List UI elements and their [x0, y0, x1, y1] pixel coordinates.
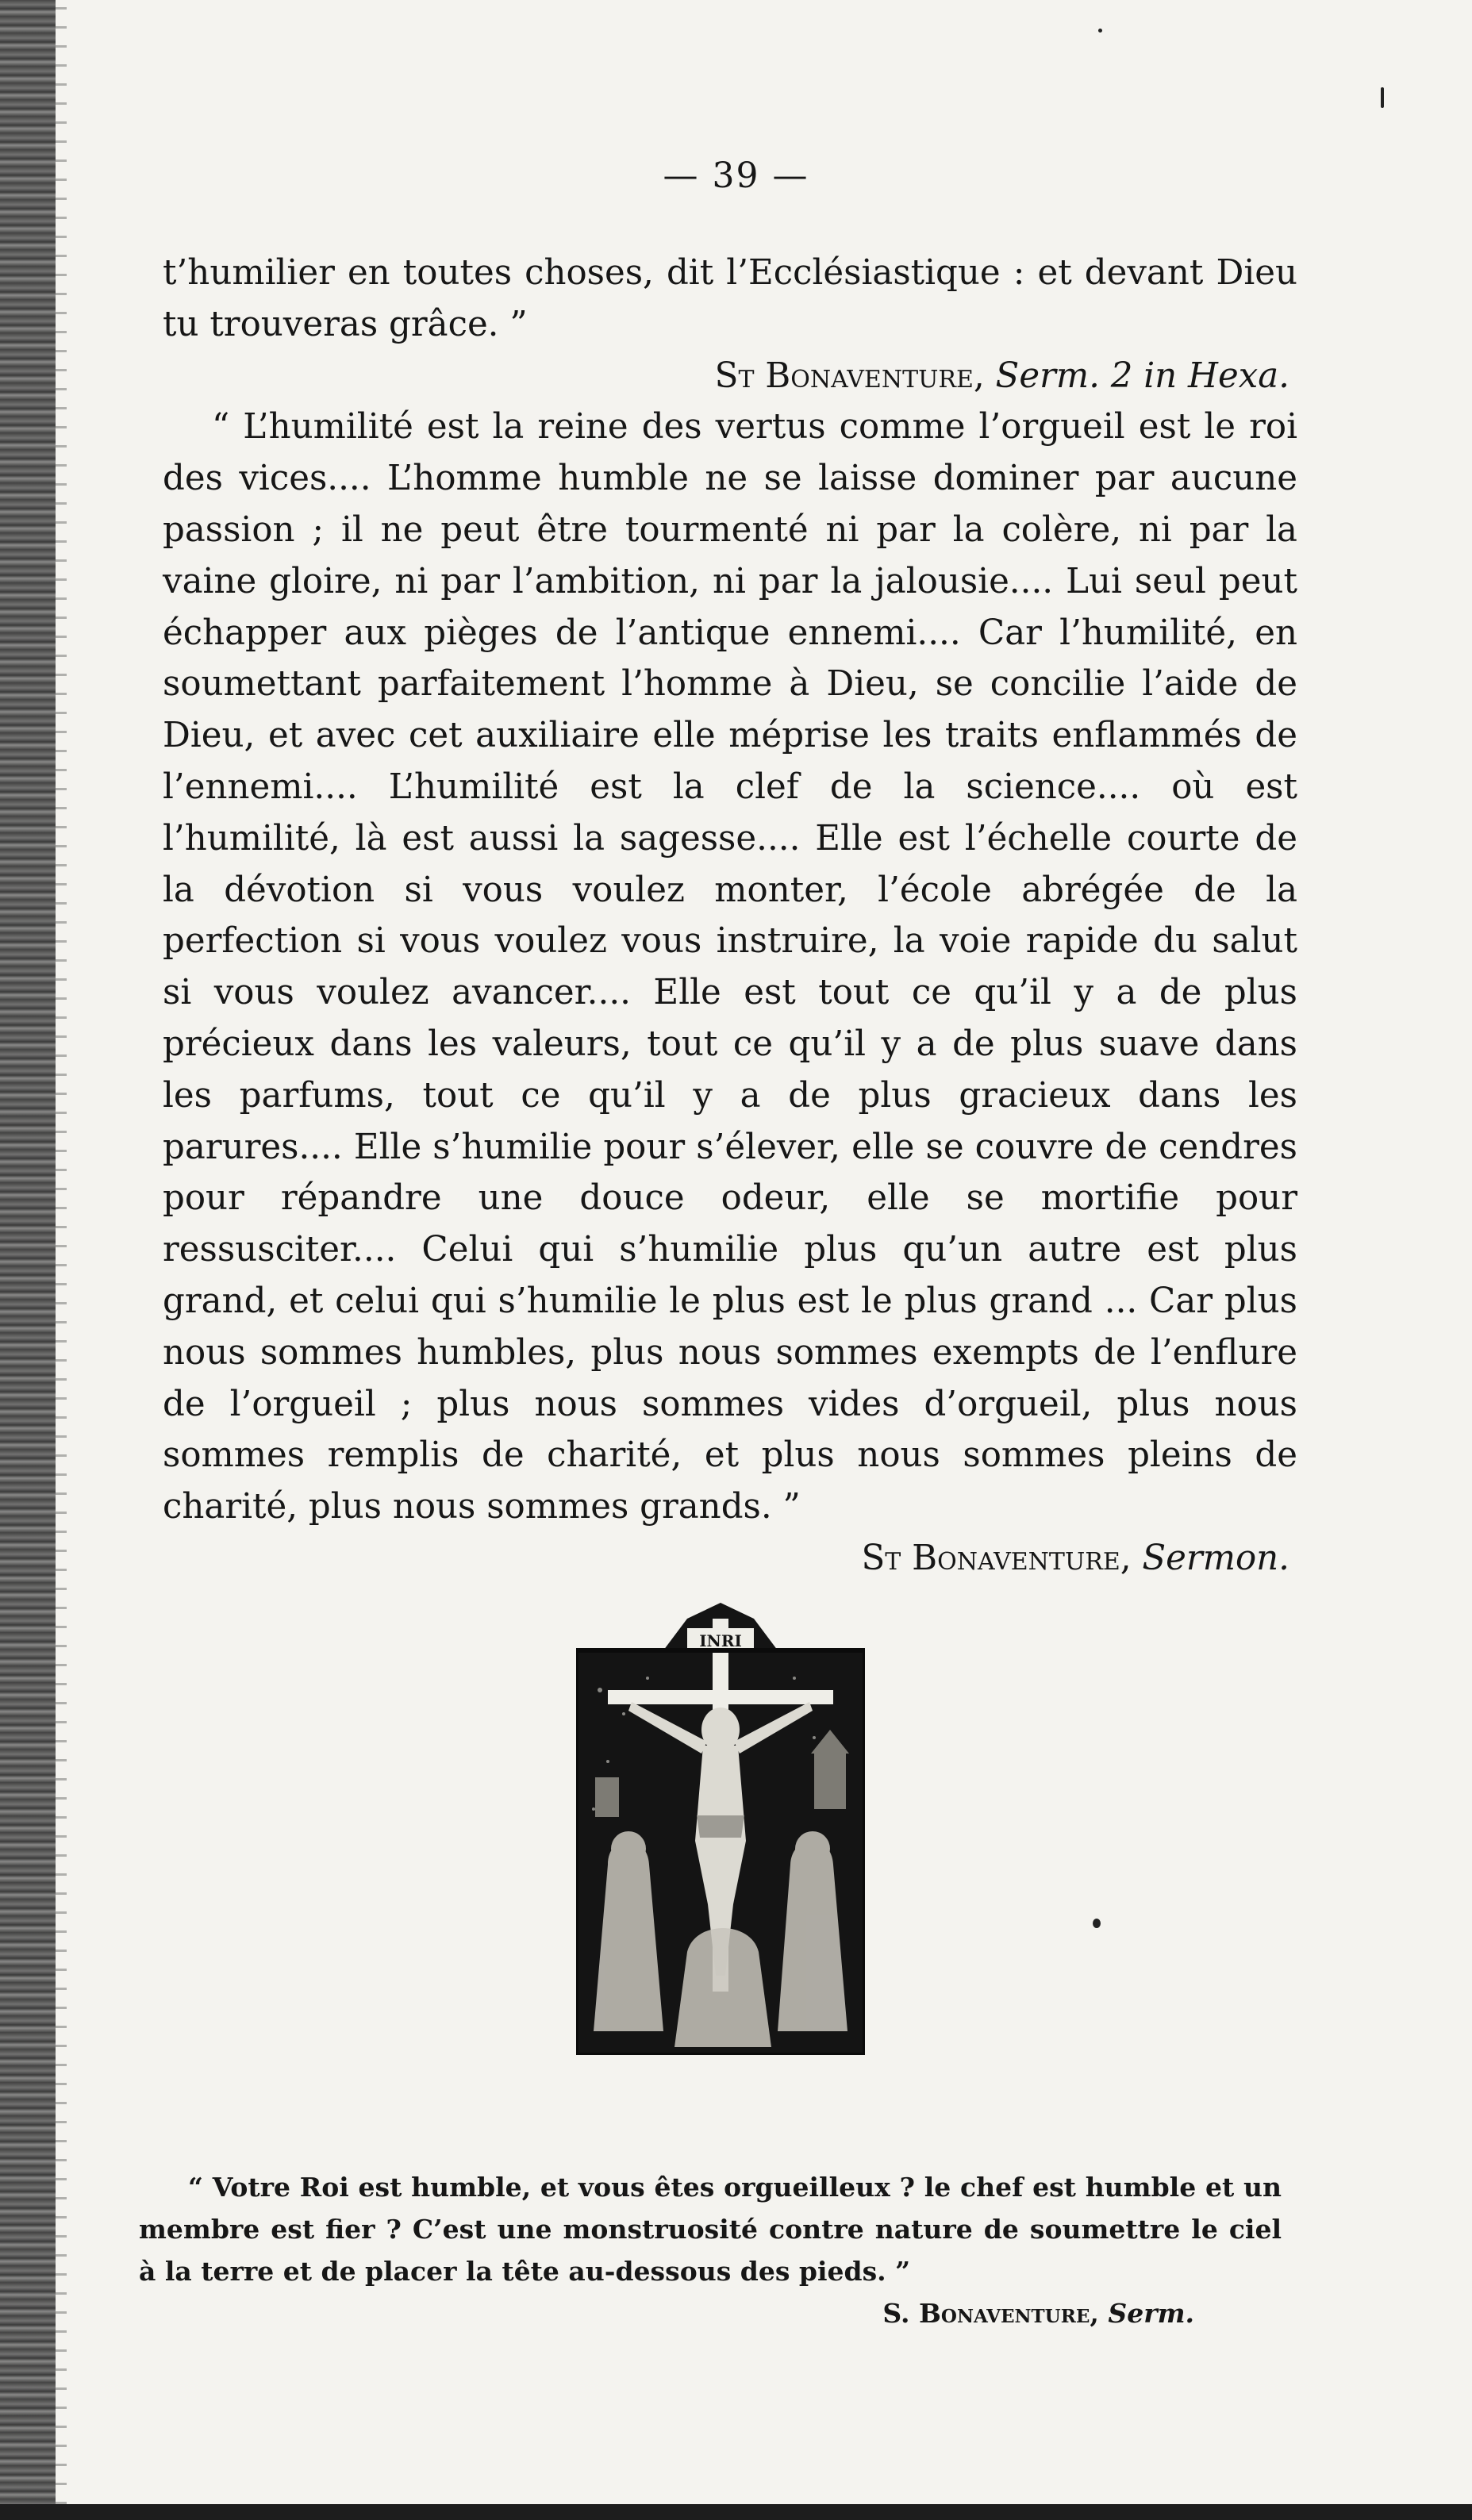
crucifixion-engraving: [576, 1603, 865, 2055]
main-text: [163, 248, 1297, 1585]
footer-attribution-author: S. Bonaventure,: [882, 2298, 1099, 2329]
ink-speck: [1093, 1919, 1101, 1928]
attribution-1: [163, 351, 1297, 402]
paragraph-2: “ L’humilité est la reine des vertus comme l’orgueil est le roi des vices.... L’homme humble ne se laisse dominer par aucune passion ; il ne peut être tourmenté ni par la colère, ni par la vaine gloire, ni par l’ambition, ni par la jalousie.... Lui seul peut échapper aux pièges de l’antique ennemi.... Car l’humilité, en soumettant parfaitement l’homme à Dieu, se concilie l’aide de Dieu, et avec cet auxiliaire elle méprise les traits enflammés de l’ennemi.... L’humilité est la clef de la science.... où est l’humilité, là est aussi la sagesse.... Elle est l’échelle courte de la dévotion si vous voulez monter, l’école abrégée de la perfection si vous voulez vous instruire, la voie rapide du salut si vous voulez avancer.... Elle est tout ce qu’il y a de plus précieux dans les valeurs, tout ce qu’il y a de plus suave dans les parfums, tout ce qu’il y a de plus gracieux dans les parures.... Elle s’humilie pour s’élever, elle se couvre de cendres pour répandre une douce odeur, elle se mortifie pour ressusciter.... Celui qui s’humilie plus qu’un autre est plus grand, et celui qui s’humilie le plus est le plus grand ... Car plus nous sommes humbles, plus nous sommes exempts de l’enflure de l’orgueil ; plus nous sommes vides d’orgueil, plus nous sommes remplis de charité, et plus nous sommes pleins de charité, plus nous sommes grands. ”: [163, 407, 1297, 1527]
attribution-2-author: St Bonaventure,: [861, 1538, 1132, 1578]
book-binding-edge: [0, 0, 56, 2520]
footer-attribution-work: Serm.: [1108, 2298, 1194, 2329]
attribution-1-author: St Bonaventure,: [714, 355, 985, 396]
bottom-rule: [0, 2504, 1472, 2520]
footer-attribution: [139, 2292, 1282, 2334]
footer-quote: [139, 2166, 1282, 2334]
attribution-2: [163, 1533, 1297, 1585]
ink-speck-top: [1098, 29, 1102, 33]
footer-quote-text: “ Votre Roi est humble, et vous êtes orgueilleux ? le chef est humble et un membre est fier ? C’est une monstruosité contre nature de soumettre le ciel à la terre et de placer la tête au-dessous des pieds. ”: [139, 2172, 1282, 2287]
page-number: — 39 —: [663, 156, 809, 196]
attribution-2-work: Sermon.: [1142, 1538, 1289, 1578]
margin-mark: [1381, 87, 1384, 108]
attribution-1-work: Serm. 2 in Hexa.: [995, 355, 1289, 396]
inri-text: INRI: [699, 1631, 742, 1650]
paragraph-1: t’humilier en toutes choses, dit l’Ecclésiastique : et devant Dieu tu trouveras grâce. ”: [163, 253, 1297, 344]
